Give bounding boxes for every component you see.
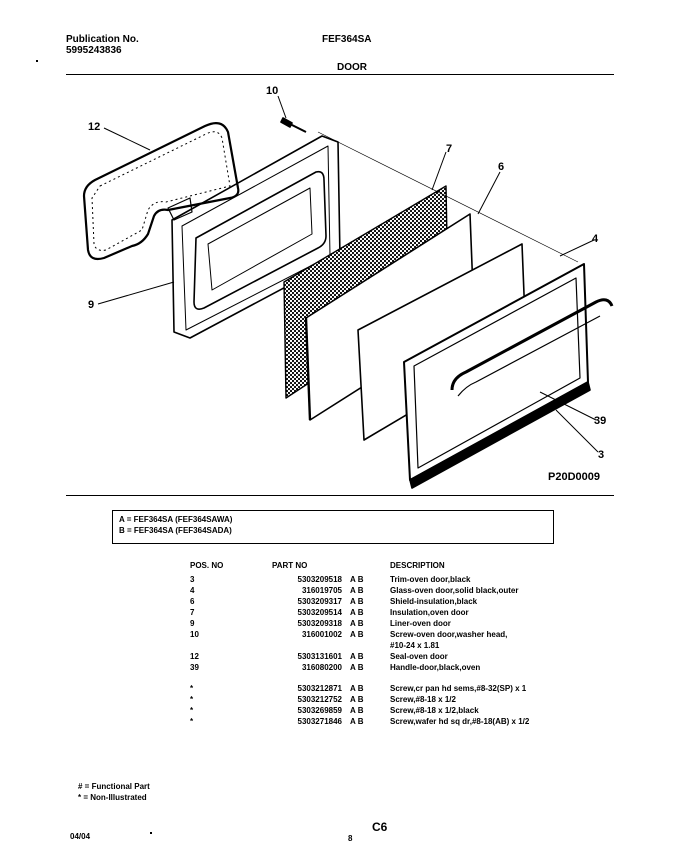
callout-9: 9	[88, 299, 95, 311]
model-cell: A B	[350, 575, 364, 584]
part-cell: 316019705	[301, 586, 342, 595]
model-cell: A B	[350, 706, 364, 715]
description-cell: Liner-oven door	[390, 619, 451, 628]
description-cell: Screw,wafer hd sq dr,#8-18(AB) x 1/2	[390, 717, 530, 726]
description-cell: #10-24 x 1.81	[390, 641, 440, 650]
part-cell: 5303271846	[297, 717, 342, 726]
table-row	[190, 607, 610, 618]
header-description: DESCRIPTION	[390, 561, 445, 570]
diagram-rule	[66, 495, 614, 496]
footer-page-code: C6	[372, 820, 388, 834]
callout-3: 3	[598, 449, 605, 461]
callout-4: 4	[592, 233, 599, 245]
model-cell: A B	[350, 597, 364, 606]
parts-table	[190, 560, 610, 727]
part-cell: 316001002	[301, 630, 342, 639]
description-cell: Screw,#8-18 x 1/2	[390, 695, 456, 704]
model-cell: A B	[350, 663, 364, 672]
description-cell: Screw,#8-18 x 1/2,black	[390, 706, 479, 715]
callout-10: 10	[266, 85, 279, 97]
pos-cell: 7	[190, 608, 195, 617]
table-row	[190, 694, 610, 705]
figure-id: P20D0009	[548, 471, 600, 483]
part-cell: 316080200	[301, 663, 342, 672]
screw-part	[281, 118, 306, 132]
publication-label: Publication No.	[66, 34, 139, 45]
part-cell: 5303209514	[297, 608, 342, 617]
part-cell: 5303131601	[297, 652, 342, 661]
table-row	[190, 651, 610, 662]
part-cell: 5303212752	[297, 695, 342, 704]
callout-6: 6	[498, 161, 505, 173]
legend-row-a: A = FEF364SA (FEF364SAWA)	[119, 515, 233, 524]
pos-cell: 39	[190, 663, 199, 672]
table-row	[190, 705, 610, 716]
footnote-functional: # = Functional Part	[78, 782, 150, 791]
model-cell: A B	[350, 684, 364, 693]
table-row	[190, 640, 610, 651]
pos-cell: 4	[190, 586, 195, 595]
part-cell: 5303209318	[297, 619, 342, 628]
footer-page-number: 8	[348, 834, 353, 843]
model-cell: A B	[350, 586, 364, 595]
parts-header-row	[190, 560, 610, 574]
pos-cell: *	[190, 695, 194, 704]
scan-speck	[150, 832, 152, 834]
pos-cell: *	[190, 706, 194, 715]
pos-cell: 12	[190, 652, 199, 661]
model-cell: A B	[350, 695, 364, 704]
part-cell: 5303269859	[297, 706, 342, 715]
legend-row-b: B = FEF364SA (FEF364SADA)	[119, 526, 232, 535]
table-row	[190, 683, 610, 694]
model-cell: A B	[350, 619, 364, 628]
table-row	[190, 716, 610, 727]
description-cell: Handle-door,black,oven	[390, 663, 481, 672]
header-part: PART NO	[272, 561, 308, 570]
table-row	[190, 618, 610, 629]
part-cell: 5303209518	[297, 575, 342, 584]
model-legend	[112, 510, 554, 544]
pos-cell: 6	[190, 597, 195, 606]
model-number: FEF364SA	[322, 34, 372, 45]
table-row	[190, 585, 610, 596]
row-spacer	[190, 673, 610, 683]
description-cell: Trim-oven door,black	[390, 575, 471, 584]
description-cell: Shield-insulation,black	[390, 597, 478, 606]
footer-date: 04/04	[70, 832, 91, 841]
table-row	[190, 574, 610, 585]
pos-cell: *	[190, 717, 194, 726]
description-cell: Insulation,oven door	[390, 608, 469, 617]
section-title: DOOR	[337, 62, 367, 73]
table-row	[190, 662, 610, 673]
callout-12: 12	[88, 121, 101, 133]
description-cell: Seal-oven door	[390, 652, 448, 661]
door-seal-part	[84, 123, 238, 259]
description-cell: Screw-oven door,washer head,	[390, 630, 508, 639]
table-row	[190, 629, 610, 640]
model-cell: A B	[350, 652, 364, 661]
part-cell: 5303209317	[297, 597, 342, 606]
header-pos: POS. NO	[190, 561, 224, 570]
table-row	[190, 596, 610, 607]
model-cell: A B	[350, 717, 364, 726]
description-cell: Screw,cr pan hd sems,#8-32(SP) x 1	[390, 684, 527, 693]
pos-cell: *	[190, 684, 194, 693]
footnote-non-illustrated: * = Non-Illustrated	[78, 793, 147, 802]
model-cell: A B	[350, 630, 364, 639]
description-cell: Glass-oven door,solid black,outer	[390, 586, 519, 595]
model-cell: A B	[350, 608, 364, 617]
callout-39: 39	[594, 415, 607, 427]
part-cell: 5303212871	[297, 684, 342, 693]
pos-cell: 10	[190, 630, 199, 639]
publication-number: 5995243836	[66, 45, 122, 56]
pos-cell: 3	[190, 575, 195, 584]
callout-7: 7	[446, 143, 453, 155]
pos-cell: 9	[190, 619, 195, 628]
